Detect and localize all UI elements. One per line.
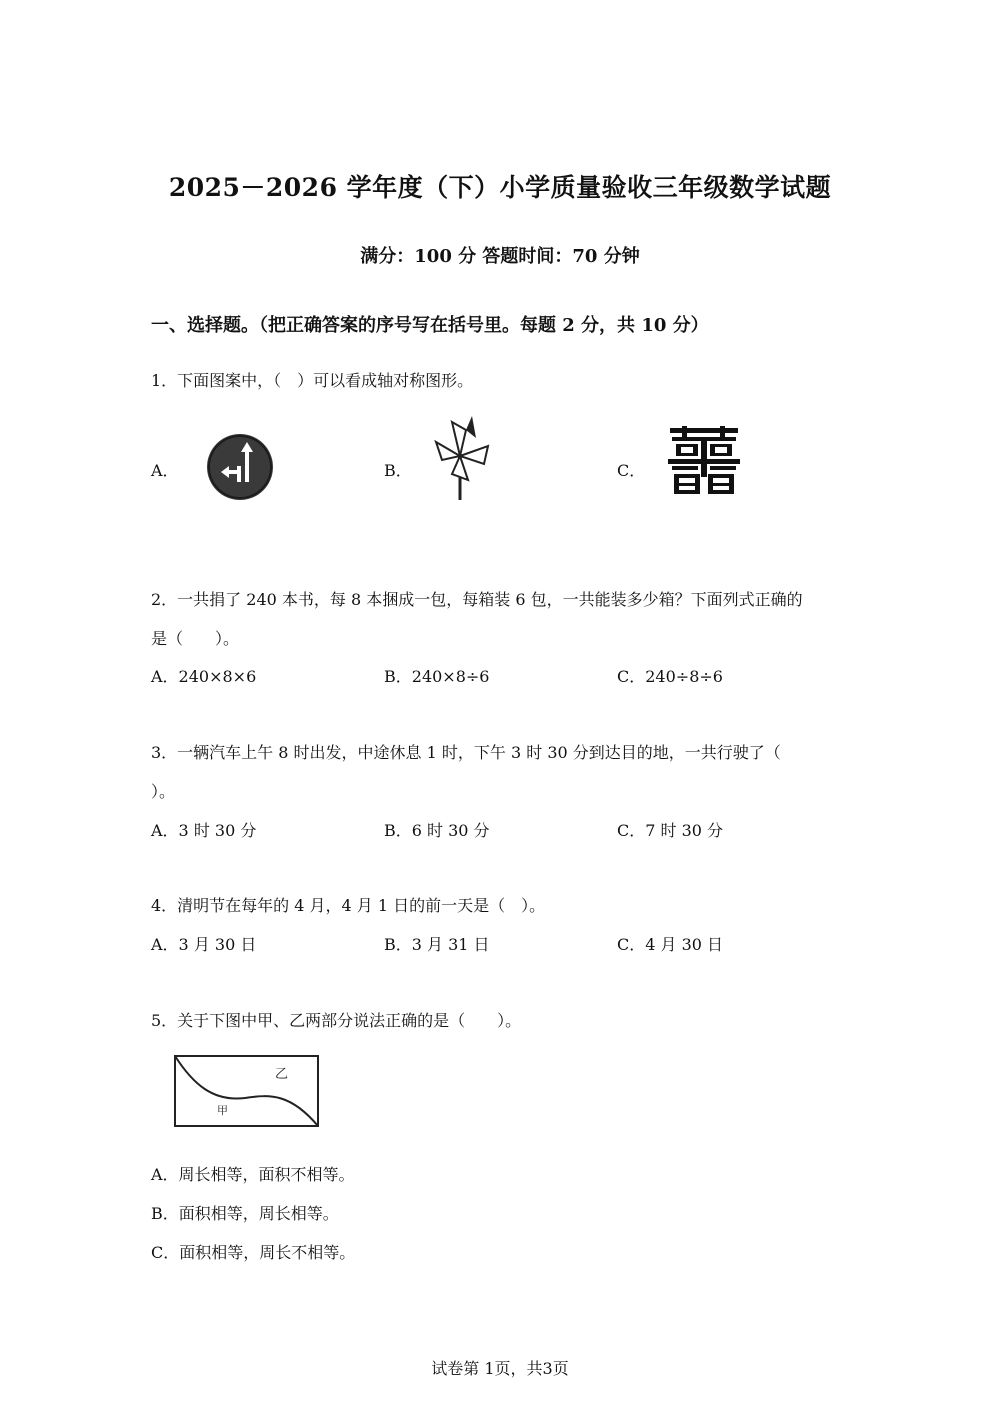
question-4-option-c: C．4 月 30 日 <box>617 935 724 954</box>
question-4-option-a: A．3 月 30 日 <box>151 935 257 954</box>
question-2-option-c: C．240÷8÷6 <box>617 667 723 686</box>
question-5-option-c: C．面积相等，周长不相等。 <box>151 1243 356 1262</box>
question-2-option-a: A．240×8×6 <box>151 667 257 686</box>
pinwheel-icon <box>432 416 492 502</box>
divided-rectangle-figure <box>173 1054 321 1128</box>
question-1-option-c-label: C． <box>617 461 646 480</box>
question-5-option-b: B．面积相等，周长相等。 <box>151 1204 339 1223</box>
question-4-stem: 4．清明节在每年的 4 月，4 月 1 日的前一天是（ ）。 <box>151 896 546 915</box>
exam-subtitle: 满分：100 分 答题时间：70 分钟 <box>360 246 640 267</box>
question-1-option-b-label: B． <box>384 461 412 480</box>
question-3-option-b: B．6 时 30 分 <box>384 821 490 840</box>
figure-label-jia: 甲 <box>217 1104 228 1117</box>
question-3-option-a: A．3 时 30 分 <box>151 821 257 840</box>
question-2-option-b: B．240×8÷6 <box>384 667 490 686</box>
section-heading: 一、选择题。（把正确答案的序号写在括号里。每题 2 分，共 10 分） <box>151 315 709 336</box>
question-5-stem: 5．关于下图中甲、乙两部分说法正确的是（ ）。 <box>151 1011 522 1030</box>
question-5-option-a: A．周长相等，面积不相等。 <box>151 1165 355 1184</box>
question-3-stem-line-2: ）。 <box>151 782 176 801</box>
question-3-option-c: C．7 时 30 分 <box>617 821 724 840</box>
page-footer: 试卷第 1页，共3页 <box>431 1359 569 1378</box>
question-3-stem-line-1: 3．一辆汽车上午 8 时出发，中途休息 1 时，下午 3 时 30 分到达目的地，一共行驶了（ <box>151 743 781 762</box>
question-2-stem-line-1: 2．一共捐了 240 本书，每 8 本捆成一包，每箱装 6 包，一共能装多少箱？下面列式正确的 <box>151 590 803 609</box>
question-1-stem: 1．下面图案中，（ ）可以看成轴对称图形。 <box>151 371 474 390</box>
question-4-option-b: B．3 月 31 日 <box>384 935 490 954</box>
figure-label-yi: 乙 <box>275 1067 289 1082</box>
exam-title: 2025－2026 学年度（下）小学质量验收三年级数学试题 <box>168 173 832 202</box>
double-happiness-icon <box>668 426 740 494</box>
question-2-stem-line-2: 是（ ）。 <box>151 629 240 648</box>
traffic-sign-icon <box>205 432 275 502</box>
question-1-option-a-label: A． <box>151 461 179 480</box>
